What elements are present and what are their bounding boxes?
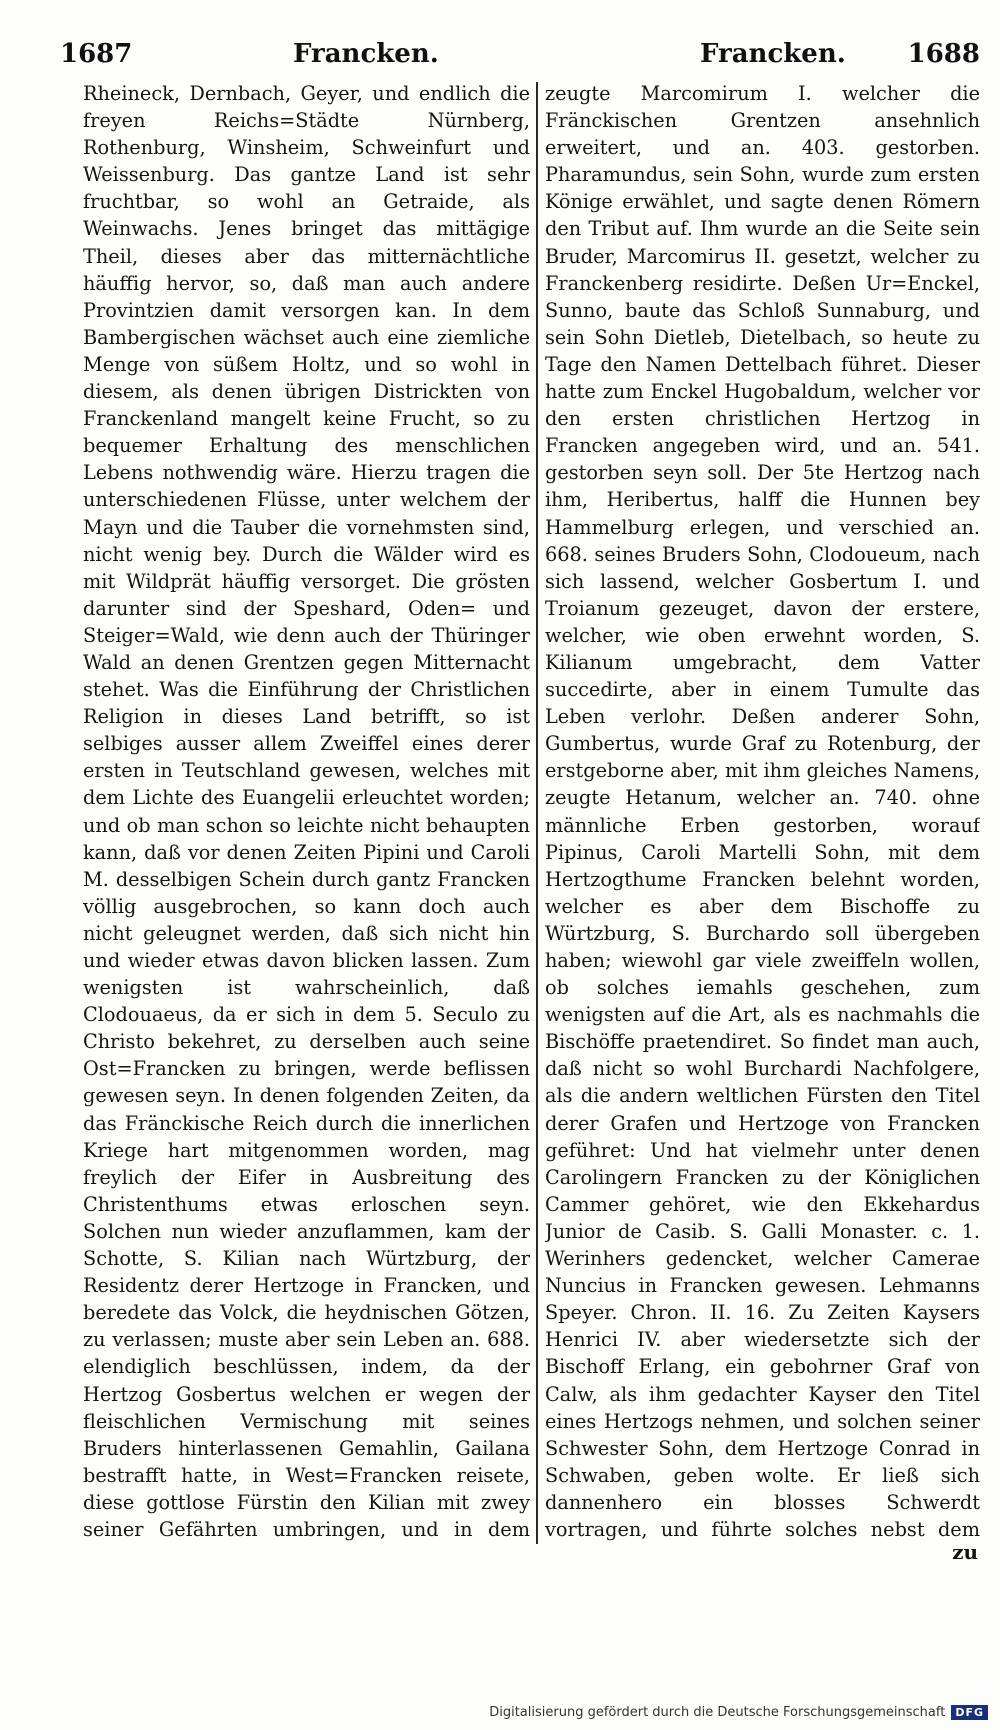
- right-text-column: [545, 80, 980, 1545]
- left-text-column: [83, 80, 530, 1545]
- digitization-footer: [489, 1705, 988, 1720]
- left-page-number: 1687: [60, 39, 133, 69]
- right-column-text: zeugte Marcomirum I. welcher die Fränckischen Grentzen ansehnlich erweitert, und an. 403. gestorben. Pharamundus, sein Sohn, wurde zum ersten Könige erwählet, und sagte denen Römern den Tribut auf. Ihm wurde an die Seite sein Bruder, Marcomirus II. gesetzt, welcher zu Franckenberg residirte. Deßen Ur=Enckel, Sunno, baute das Schloß Sunnaburg, und sein Sohn Dietleb, Dietelbach, so heute zu Tage den Namen Dettelbach führet. Dieser hatte zum Enckel Hugobaldum, welcher vor den ersten christlichen Hertzog in Francken angegeben wird, und an. 541. gestorben seyn soll. Der 5te Hertzog nach ihm, Heribertus, halff die Hunnen bey Hammelburg erlegen, und verschied an. 668. seines Bruders Sohn, Clodoueum, nach sich lassend, welcher Gosbertum I. und Troianum gezeuget, davon der erstere, welcher, wie oben erwehnt worden, S. Kilianum umgebracht, dem Vatter succedirte, aber in einem Tumulte das Leben verlohr. Deßen anderer Sohn, Gumbertus, wurde Graf zu Rotenburg, der erstgeborne aber, mit ihm gleiches Namens, zeugte Hetanum, welcher an. 740. ohne männliche Erben gestorben, worauf Pipinus, Caroli Martelli Sohn, mit dem Hertzogthume Francken belehnt worden, welcher es aber dem Bischoffe zu Würtzburg, S. Burchardo soll übergeben haben; wiewohl gar viele zweiffeln wollen, ob solches iemahls geschehen, zum wenigsten auf die Art, als es nachmahls die Bischöffe praetendiret. So findet man auch, daß nicht so wohl Burchardi Nachfolgere, als die andern weltlichen Fürsten den Titel derer Grafen und Hertzoge von Francken geführet: Und hat vielmehr unter denen Carolingern Francken zu der Königlichen Cammer gehöret, wie den Ekkehardus Junior de Casib. S. Galli Monaster. c. 1. Werinhers gedencket, welcher Camerae Nuncius in Francken gewesen. Lehmanns Speyer. Chron. II. 16. Zu Zeiten Kaysers Henrici IV. aber wiedersetzte sich der Bischoff Erlang, ein gebohrner Graf von Calw, als ihm gedachter Kayser den Titel eines Hertzogs nehmen, und solchen seiner Schwester Sohn, dem Hertzoge Conrad in Schwaben, geben wolte. Er ließ sich dannenhero ein blosses Schwerdt vortragen, und führte solches nebst dem: [545, 82, 980, 1541]
- page-header: [60, 34, 980, 74]
- dfg-logo: DFG: [951, 1705, 988, 1720]
- left-column-text: Rheineck, Dernbach, Geyer, und endlich die freyen Reichs=Städte Nürnberg, Rothenburg, Winsheim, Schweinfurt und Weissenburg. Das gantze Land ist sehr fruchtbar, so wohl an Getraide, als Weinwachs. Jenes bringet das mittägige Theil, dieses aber das mitternächtliche häuffig hervor, so, daß man auch andere Provintzien damit versorgen kan. In dem Bambergischen wächset auch eine ziemliche Menge von süßem Holtz, und so wohl in diesem, als denen übrigen Districkten von Franckenland mangelt keine Frucht, so zu bequemer Erhaltung des menschlichen Lebens nothwendig wäre. Hierzu tragen die unterschiedenen Flüsse, unter welchem der Mayn und die Tauber die vornehmsten sind, nicht wenig bey. Durch die Wälder wird es mit Wildprät häuffig versorget. Die grösten darunter sind der Speshard, Oden= und Steiger=Wald, wie denn auch der Thüringer Wald an denen Grentzen gegen Mitternacht stehet. Was die Einführung der Christlichen Religion in dieses Land betrifft, so ist selbiges ausser allem Zweiffel eines derer ersten in Teutschland gewesen, welches mit dem Lichte des Euangelii erleuchtet worden; und ob man schon so leichte nicht behaupten kann, daß vor denen Zeiten Pipini und Caroli M. desselbigen Schein durch gantz Francken völlig ausgebrochen, so kann doch auch nicht geleugnet werden, daß sich nicht hin und wieder etwas davon blicken lassen. Zum wenigsten ist wahrscheinlich, daß Clodouaeus, da er sich in dem 5. Seculo zu Christo bekehret, zu derselben auch seine Ost=Francken zu bringen, werde beflissen gewesen seyn. In denen folgenden Zeiten, da das Fränckische Reich durch die innerlichen Kriege hart mitgenommen worden, mag freylich der Eifer in Ausbreitung des Christenthums etwas erloschen seyn. Solchen nun wieder anzuflammen, kam der Schotte, S. Kilian nach Würtzburg, der Residentz derer Hertzoge in Francken, und beredete das Volck, die heydnischen Götzen, zu verlassen; muste aber sein Leben an. 688. elendiglich beschlüssen, indem, da der Hertzog Gosbertus welchen er wegen der fleischlichen Vermischung mit seines Bruders hinterlassenen Gemahlin, Gailana bestrafft hatte, in West=Francken reisete, diese gottlose Fürstin den Kilian mit zwey seiner Gefährten umbringen, und in dem: [83, 82, 530, 1541]
- column-divider: [536, 82, 538, 1544]
- right-page-number: 1688: [907, 39, 980, 69]
- left-running-title: Francken.: [293, 39, 439, 69]
- footer-text: Digitalisierung gefördert durch die Deutsche Forschungsgemeinschaft: [489, 1705, 946, 1720]
- right-running-title: Francken.: [700, 39, 846, 69]
- catchword: zu: [952, 1540, 978, 1564]
